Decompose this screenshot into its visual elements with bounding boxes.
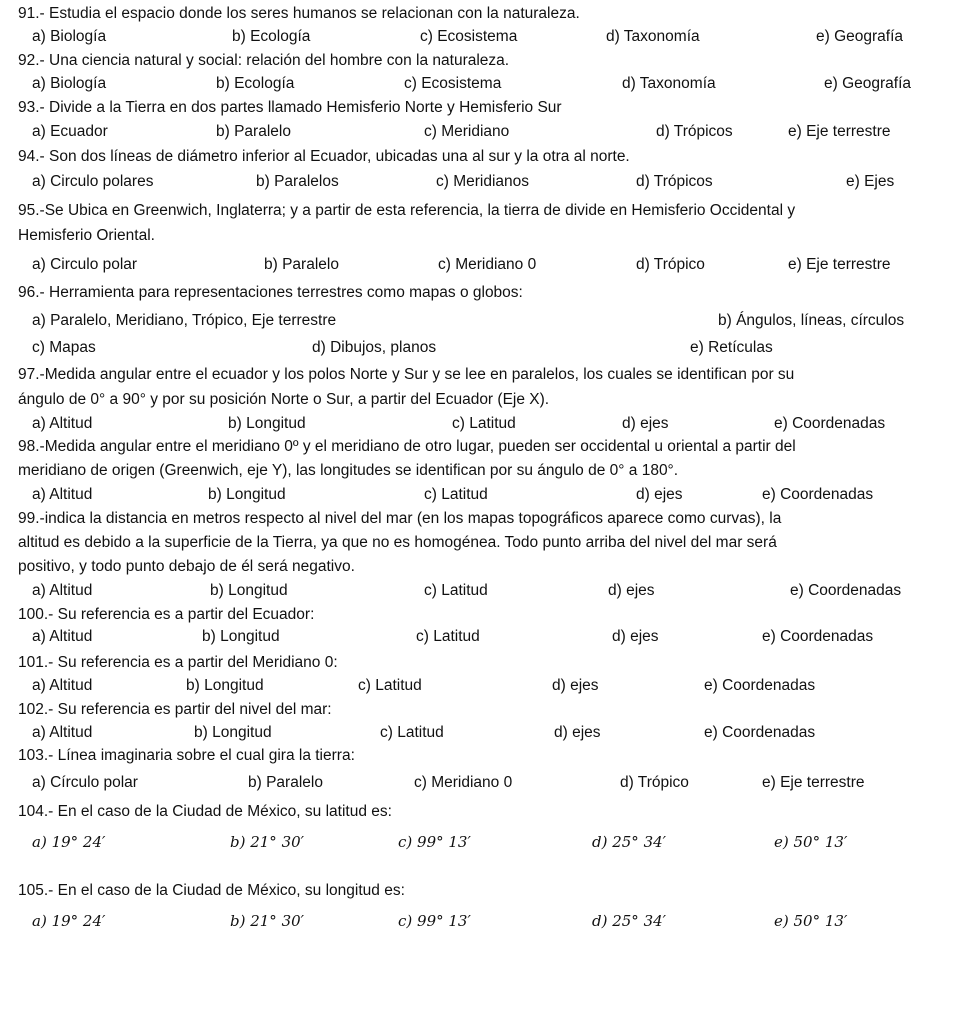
question-text: 104.- En el caso de la Ciudad de México, su latitud es: xyxy=(18,803,392,820)
option-e[interactable]: e) Coordenadas xyxy=(704,724,816,741)
option-c[interactable]: c) 99° 13′ xyxy=(398,912,471,930)
question-102 xyxy=(0,699,961,721)
options-93 xyxy=(0,121,961,143)
question-98 xyxy=(0,436,961,458)
option-e[interactable]: e) 50° 13′ xyxy=(774,912,848,930)
option-b[interactable]: b) Paralelo xyxy=(264,256,339,273)
option-d[interactable]: d) Taxonomía xyxy=(622,75,716,92)
option-b[interactable]: b) 21° 30′ xyxy=(230,833,305,851)
question-93 xyxy=(0,97,961,119)
option-c[interactable]: c) Meridiano xyxy=(424,123,510,140)
option-c[interactable]: c) Meridiano 0 xyxy=(414,774,513,791)
question-99-cont1 xyxy=(0,532,961,554)
options-101 xyxy=(0,675,961,697)
option-a[interactable]: a) Biología xyxy=(32,28,107,45)
option-c[interactable]: c) Ecosistema xyxy=(404,75,502,92)
question-95-cont xyxy=(0,225,961,247)
question-103 xyxy=(0,745,961,767)
option-d[interactable]: d) ejes xyxy=(608,582,655,599)
question-text: 96.- Herramienta para representaciones terrestres como mapas o globos: xyxy=(18,284,523,301)
question-text: 97.-Medida angular entre el ecuador y los polos Norte y Sur y se lee en paralelos, los cuales se identifican por su xyxy=(18,366,795,383)
question-98-cont xyxy=(0,460,961,482)
option-a[interactable]: a) Altitud xyxy=(32,582,93,599)
option-e[interactable]: e) 50° 13′ xyxy=(774,833,848,851)
option-a[interactable]: a) Paralelo, Meridiano, Trópico, Eje terrestre xyxy=(32,312,337,329)
option-e[interactable]: e) Eje terrestre xyxy=(788,123,891,140)
question-text: 91.- Estudia el espacio donde los seres humanos se relacionan con la naturaleza. xyxy=(18,5,580,22)
question-105 xyxy=(0,880,961,902)
options-99 xyxy=(0,580,961,602)
option-d[interactable]: d) ejes xyxy=(636,486,683,503)
options-97 xyxy=(0,413,961,435)
option-a[interactable]: a) Círculo polar xyxy=(32,774,138,791)
option-d[interactable]: d) ejes xyxy=(622,415,669,432)
option-d[interactable]: d) Trópico xyxy=(620,774,689,791)
question-91 xyxy=(0,3,961,25)
options-102 xyxy=(0,722,961,744)
option-b[interactable]: b) Paralelo xyxy=(216,123,291,140)
option-a[interactable]: a) Biología xyxy=(32,75,107,92)
option-c[interactable]: c) Latitud xyxy=(424,582,488,599)
question-text: meridiano de origen (Greenwich, eje Y), las longitudes se identifican por su ángulo de 0° a 180°. xyxy=(18,462,679,479)
question-text: ángulo de 0° a 90° y por su posición Norte o Sur, a partir del Ecuador (Eje X). xyxy=(18,391,550,408)
options-96-row1 xyxy=(0,310,961,332)
option-c[interactable]: c) Latitud xyxy=(424,486,488,503)
question-text: 100.- Su referencia es a partir del Ecuador: xyxy=(18,606,315,623)
option-e[interactable]: e) Coordenadas xyxy=(774,415,886,432)
option-c[interactable]: c) Latitud xyxy=(380,724,444,741)
question-text: 95.-Se Ubica en Greenwich, Inglaterra; y a partir de esta referencia, la tierra de divide en Hemisferio Occidental y xyxy=(18,202,796,219)
option-a[interactable]: a) Circulo polares xyxy=(32,173,154,190)
option-c[interactable]: c) Mapas xyxy=(32,339,96,356)
option-a[interactable]: a) Altitud xyxy=(32,415,93,432)
question-99-cont2 xyxy=(0,556,961,578)
option-c[interactable]: c) 99° 13′ xyxy=(398,833,471,851)
option-b[interactable]: b) Paralelos xyxy=(256,173,339,190)
option-b[interactable]: b) Longitud xyxy=(228,415,306,432)
option-a[interactable]: a) 19° 24′ xyxy=(32,833,106,851)
question-95 xyxy=(0,200,961,222)
options-94 xyxy=(0,171,961,193)
option-e[interactable]: e) Retículas xyxy=(690,339,773,356)
option-b[interactable]: b) Longitud xyxy=(208,486,286,503)
question-92 xyxy=(0,50,961,72)
option-e[interactable]: e) Ejes xyxy=(846,173,895,190)
question-104 xyxy=(0,801,961,823)
question-text: 92.- Una ciencia natural y social: relación del hombre con la naturaleza. xyxy=(18,52,510,69)
option-c[interactable]: c) Meridiano 0 xyxy=(438,256,537,273)
option-d[interactable]: d) ejes xyxy=(554,724,601,741)
option-b[interactable]: b) Ecología xyxy=(216,75,295,92)
option-d[interactable]: d) Trópicos xyxy=(636,173,713,190)
options-104 xyxy=(0,831,961,853)
option-b[interactable]: b) Paralelo xyxy=(248,774,323,791)
option-d[interactable]: d) Trópico xyxy=(636,256,705,273)
options-91 xyxy=(0,26,961,48)
question-text: 99.-indica la distancia en metros respecto al nivel del mar (en los mapas topográficos aparece como curvas), la xyxy=(18,510,782,527)
option-e[interactable]: e) Coordenadas xyxy=(762,486,874,503)
question-text: 102.- Su referencia es partir del nivel del mar: xyxy=(18,701,332,718)
option-a[interactable]: a) Altitud xyxy=(32,628,93,645)
option-b[interactable]: b) Longitud xyxy=(210,582,288,599)
question-text: 93.- Divide a la Tierra en dos partes llamado Hemisferio Norte y Hemisferio Sur xyxy=(18,99,562,116)
option-d[interactable]: d) ejes xyxy=(552,677,599,694)
option-a[interactable]: a) Circulo polar xyxy=(32,256,138,273)
question-97 xyxy=(0,364,961,386)
option-a[interactable]: a) 19° 24′ xyxy=(32,912,106,930)
question-text: altitud es debido a la superficie de la Tierra, ya que no es homogénea. Todo punto arriba del nivel del mar será xyxy=(18,534,777,551)
options-98 xyxy=(0,484,961,506)
option-e[interactable]: e) Coordenadas xyxy=(762,628,874,645)
option-e[interactable]: e) Geografía xyxy=(824,75,912,92)
question-96 xyxy=(0,282,961,304)
options-96-row2 xyxy=(0,337,961,359)
option-e[interactable]: e) Eje terrestre xyxy=(788,256,891,273)
option-a[interactable]: a) Altitud xyxy=(32,724,93,741)
option-d[interactable]: d) 25° 34′ xyxy=(592,912,667,930)
option-d[interactable]: d) ejes xyxy=(612,628,659,645)
options-100 xyxy=(0,626,961,648)
options-105 xyxy=(0,910,961,932)
question-text: 101.- Su referencia es a partir del Meridiano 0: xyxy=(18,654,338,671)
option-c[interactable]: c) Meridianos xyxy=(436,173,530,190)
option-b[interactable]: b) Longitud xyxy=(202,628,280,645)
option-e[interactable]: e) Geografía xyxy=(816,28,904,45)
option-d[interactable]: d) 25° 34′ xyxy=(592,833,667,851)
option-b[interactable]: b) Longitud xyxy=(186,677,264,694)
option-a[interactable]: a) Altitud xyxy=(32,677,93,694)
option-d[interactable]: d) Trópicos xyxy=(656,123,733,140)
option-c[interactable]: c) Latitud xyxy=(452,415,516,432)
option-e[interactable]: e) Coordenadas xyxy=(790,582,902,599)
options-103 xyxy=(0,772,961,794)
option-c[interactable]: c) Latitud xyxy=(416,628,480,645)
question-text: 103.- Línea imaginaria sobre el cual gira la tierra: xyxy=(18,747,355,764)
option-b[interactable]: b) Ecología xyxy=(232,28,311,45)
question-text: positivo, y todo punto debajo de él será negativo. xyxy=(18,558,355,575)
question-text: 98.-Medida angular entre el meridiano 0º y el meridiano de otro lugar, pueden ser occidental u oriental a partir del xyxy=(18,438,796,455)
option-b[interactable]: b) Ángulos, líneas, círculos xyxy=(718,312,905,329)
question-101 xyxy=(0,652,961,674)
option-c[interactable]: c) Latitud xyxy=(358,677,422,694)
option-e[interactable]: e) Coordenadas xyxy=(704,677,816,694)
options-95 xyxy=(0,254,961,276)
option-b[interactable]: b) 21° 30′ xyxy=(230,912,305,930)
option-b[interactable]: b) Longitud xyxy=(194,724,272,741)
question-text: 94.- Son dos líneas de diámetro inferior al Ecuador, ubicadas una al sur y la otra al norte. xyxy=(18,148,630,165)
question-text: Hemisferio Oriental. xyxy=(18,227,155,244)
question-94 xyxy=(0,146,961,168)
question-100 xyxy=(0,604,961,626)
option-e[interactable]: e) Eje terrestre xyxy=(762,774,865,791)
question-99 xyxy=(0,508,961,530)
option-a[interactable]: a) Altitud xyxy=(32,486,93,503)
options-92 xyxy=(0,73,961,95)
option-a[interactable]: a) Ecuador xyxy=(32,123,108,140)
option-d[interactable]: d) Dibujos, planos xyxy=(312,339,437,356)
question-text: 105.- En el caso de la Ciudad de México, su longitud es: xyxy=(18,882,405,899)
option-c[interactable]: c) Ecosistema xyxy=(420,28,518,45)
option-d[interactable]: d) Taxonomía xyxy=(606,28,700,45)
question-97-cont xyxy=(0,389,961,411)
